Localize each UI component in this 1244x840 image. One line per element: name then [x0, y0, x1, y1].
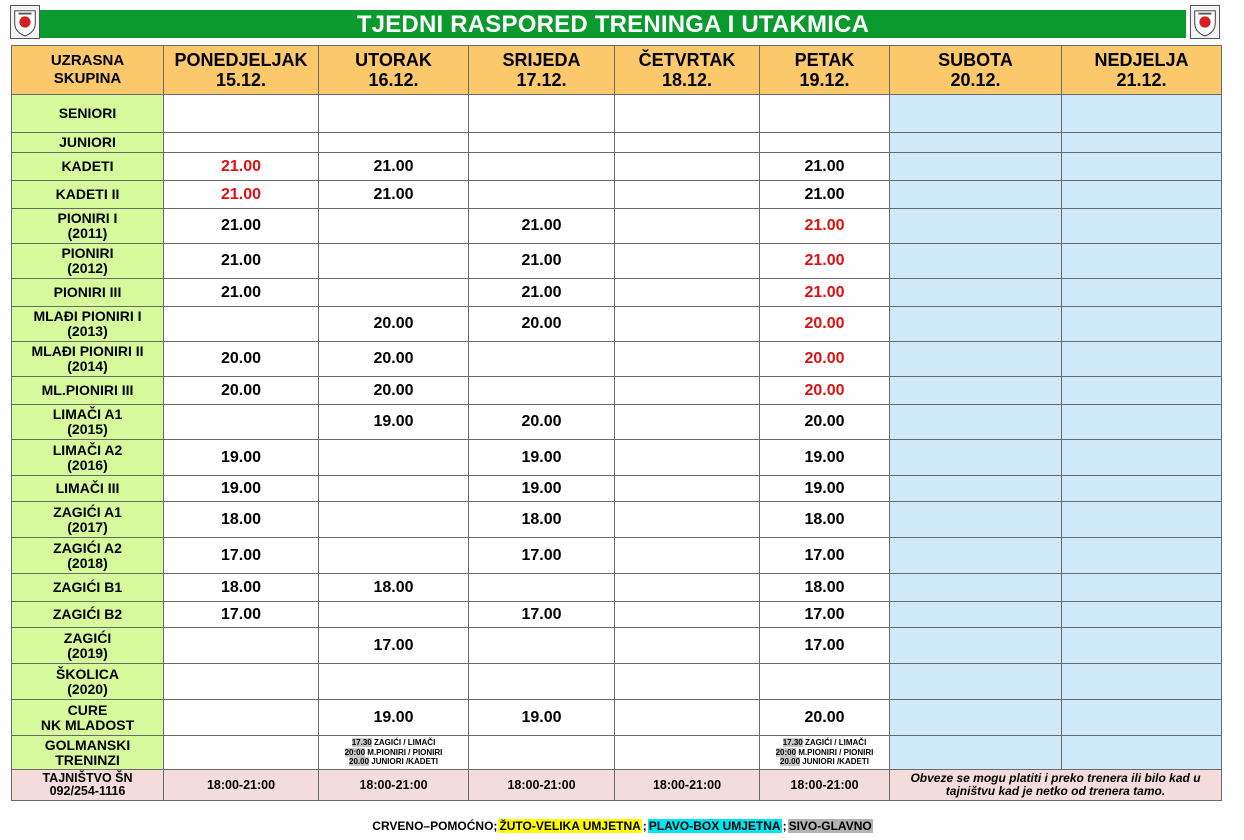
- group-column-header: UZRASNA SKUPINA: [12, 46, 164, 95]
- schedule-cell-weekend: [890, 602, 1062, 628]
- schedule-cell: 17.00: [760, 628, 890, 664]
- schedule-cell: 21.00: [164, 209, 319, 244]
- schedule-cell: [164, 307, 319, 342]
- schedule-cell: [615, 181, 760, 209]
- schedule-cell: [469, 664, 615, 700]
- schedule-cell: [319, 602, 469, 628]
- row-group-label: ML.PIONIRI III: [12, 377, 164, 405]
- office-row: [12, 770, 1222, 801]
- day-header: ČETVRTAK 18.12.: [615, 46, 760, 95]
- table-row: [12, 502, 1222, 538]
- schedule-cell-weekend: [1062, 602, 1222, 628]
- schedule-cell: [615, 502, 760, 538]
- schedule-cell-weekend: [1062, 574, 1222, 602]
- goalkeeper-row: [12, 736, 1222, 770]
- schedule-cell: [469, 95, 615, 133]
- schedule-cell: [615, 405, 760, 440]
- schedule-cell-weekend: [890, 538, 1062, 574]
- table-row: [12, 602, 1222, 628]
- schedule-cell-weekend: [890, 405, 1062, 440]
- schedule-cell-weekend: [890, 440, 1062, 476]
- schedule-cell-weekend: [1062, 279, 1222, 307]
- office-hours-cell: 18:00-21:00: [164, 770, 319, 801]
- table-row: [12, 181, 1222, 209]
- schedule-cell: [319, 476, 469, 502]
- schedule-cell: [615, 736, 760, 770]
- schedule-cell: 20.00: [760, 307, 890, 342]
- schedule-cell: [615, 307, 760, 342]
- schedule-cell: [760, 133, 890, 153]
- schedule-cell: [469, 181, 615, 209]
- schedule-cell: 21.00: [164, 279, 319, 307]
- schedule-cell-weekend: [890, 244, 1062, 279]
- schedule-cell-weekend: [890, 342, 1062, 377]
- schedule-cell: [164, 95, 319, 133]
- schedule-cell: 21.00: [469, 244, 615, 279]
- schedule-cell: 21.00: [164, 181, 319, 209]
- schedule-cell: [469, 342, 615, 377]
- schedule-cell-weekend: [890, 95, 1062, 133]
- table-row: [12, 279, 1222, 307]
- table-row: [12, 133, 1222, 153]
- schedule-cell-weekend: [1062, 209, 1222, 244]
- schedule-cell: 21.00: [760, 153, 890, 181]
- schedule-cell: 20.00: [319, 307, 469, 342]
- schedule-cell: [615, 574, 760, 602]
- payment-note: Obveze se mogu platiti i preko trenera ili bilo kad u tajništvu kad je netko od trenera tamo.: [890, 770, 1222, 801]
- row-group-label: GOLMANSKI TRENINZI: [12, 736, 164, 770]
- schedule-body: [12, 95, 1222, 801]
- schedule-cell: 20.00: [760, 342, 890, 377]
- schedule-cell: [615, 244, 760, 279]
- schedule-cell: 21.00: [760, 209, 890, 244]
- schedule-cell: 20.00: [164, 377, 319, 405]
- schedule-cell: 17.00: [164, 538, 319, 574]
- row-group-label: LIMAČI A2 (2016): [12, 440, 164, 476]
- schedule-cell: 21.00: [469, 209, 615, 244]
- schedule-cell-weekend: [890, 700, 1062, 736]
- schedule-cell: 17.00: [469, 602, 615, 628]
- schedule-cell: 18.00: [469, 502, 615, 538]
- legend-grey: SIVO-GLAVNO: [788, 819, 872, 833]
- schedule-cell: [615, 628, 760, 664]
- goalkeeper-cell-tue: 17.30 ZAGIĆI / LIMAČI 20:00 M.PIONIRI / PIONIRI 20.00 JUNIORI /KADETI: [319, 736, 469, 770]
- schedule-cell: [615, 664, 760, 700]
- schedule-cell-weekend: [890, 736, 1062, 770]
- schedule-cell: [469, 628, 615, 664]
- schedule-cell: [319, 209, 469, 244]
- schedule-cell: [164, 736, 319, 770]
- schedule-cell: [319, 664, 469, 700]
- schedule-cell: 20.00: [760, 700, 890, 736]
- schedule-cell-weekend: [1062, 628, 1222, 664]
- row-group-label: MLAĐI PIONIRI II (2014): [12, 342, 164, 377]
- schedule-cell: 20.00: [319, 377, 469, 405]
- legend-red: CRVENO–POMOĆNO;: [372, 819, 498, 833]
- schedule-cell-weekend: [890, 307, 1062, 342]
- schedule-cell-weekend: [890, 133, 1062, 153]
- schedule-cell-weekend: [1062, 405, 1222, 440]
- schedule-cell: [319, 133, 469, 153]
- schedule-cell: [615, 95, 760, 133]
- schedule-cell: 21.00: [760, 244, 890, 279]
- schedule-cell-weekend: [1062, 664, 1222, 700]
- schedule-cell-weekend: [890, 476, 1062, 502]
- table-row: [12, 476, 1222, 502]
- schedule-cell: [164, 700, 319, 736]
- table-row: [12, 440, 1222, 476]
- schedule-cell-weekend: [890, 209, 1062, 244]
- schedule-cell-weekend: [1062, 736, 1222, 770]
- schedule-cell-weekend: [1062, 700, 1222, 736]
- schedule-cell: [164, 664, 319, 700]
- schedule-cell: [164, 405, 319, 440]
- club-crest-icon: [1190, 5, 1220, 39]
- schedule-cell: [469, 377, 615, 405]
- schedule-cell-weekend: [1062, 440, 1222, 476]
- table-row: [12, 574, 1222, 602]
- row-group-label: PIONIRI (2012): [12, 244, 164, 279]
- schedule-cell: [469, 153, 615, 181]
- schedule-cell: 20.00: [760, 405, 890, 440]
- schedule-cell: 18.00: [760, 502, 890, 538]
- schedule-cell: [469, 574, 615, 602]
- schedule-cell-weekend: [890, 181, 1062, 209]
- schedule-cell: 17.00: [760, 538, 890, 574]
- schedule-cell: 17.00: [469, 538, 615, 574]
- schedule-cell: [319, 95, 469, 133]
- schedule-cell: 20.00: [469, 307, 615, 342]
- schedule-cell-weekend: [1062, 153, 1222, 181]
- schedule-cell: [615, 342, 760, 377]
- page-title: TJEDNI RASPORED TRENINGA I UTAKMICA: [40, 10, 1186, 38]
- schedule-cell: 19.00: [469, 700, 615, 736]
- schedule-cell: [760, 95, 890, 133]
- schedule-cell: 19.00: [469, 440, 615, 476]
- schedule-cell: 18.00: [760, 574, 890, 602]
- row-group-label: ZAGIĆI (2019): [12, 628, 164, 664]
- schedule-cell-weekend: [890, 574, 1062, 602]
- schedule-cell: 17.00: [164, 602, 319, 628]
- schedule-cell: 21.00: [319, 153, 469, 181]
- schedule-cell: 17.00: [319, 628, 469, 664]
- row-group-label: ZAGIĆI B2: [12, 602, 164, 628]
- schedule-cell-weekend: [890, 628, 1062, 664]
- schedule-cell-weekend: [1062, 133, 1222, 153]
- schedule-cell: [615, 133, 760, 153]
- row-group-label: KADETI II: [12, 181, 164, 209]
- row-group-label: SENIORI: [12, 95, 164, 133]
- schedule-cell: [469, 736, 615, 770]
- table-row: [12, 209, 1222, 244]
- day-header: PETAK 19.12.: [760, 46, 890, 95]
- schedule-cell: 19.00: [760, 476, 890, 502]
- schedule-cell: 18.00: [164, 502, 319, 538]
- header-row: [12, 46, 1222, 95]
- schedule-cell-weekend: [1062, 307, 1222, 342]
- schedule-cell: 21.00: [319, 181, 469, 209]
- table-row: [12, 628, 1222, 664]
- row-group-label: ZAGIĆI A1 (2017): [12, 502, 164, 538]
- schedule-cell: 20.00: [319, 342, 469, 377]
- schedule-cell: 21.00: [760, 279, 890, 307]
- schedule-cell: [164, 133, 319, 153]
- schedule-cell: 20.00: [164, 342, 319, 377]
- schedule-cell: 21.00: [164, 153, 319, 181]
- schedule-cell-weekend: [1062, 95, 1222, 133]
- legend-sep: ;: [642, 819, 647, 833]
- office-hours-cell: 18:00-21:00: [319, 770, 469, 801]
- table-row: [12, 377, 1222, 405]
- schedule-cell-weekend: [890, 377, 1062, 405]
- schedule-cell: [760, 664, 890, 700]
- schedule-cell: [319, 279, 469, 307]
- row-group-label: LIMAČI A1 (2015): [12, 405, 164, 440]
- schedule-cell: [615, 209, 760, 244]
- row-group-label: KADETI: [12, 153, 164, 181]
- table-row: [12, 307, 1222, 342]
- schedule-cell: [615, 602, 760, 628]
- table-row: [12, 538, 1222, 574]
- schedule-cell-weekend: [1062, 538, 1222, 574]
- row-group-label: ŠKOLICA (2020): [12, 664, 164, 700]
- schedule-cell-weekend: [1062, 476, 1222, 502]
- office-hours-cell: 18:00-21:00: [469, 770, 615, 801]
- schedule-cell: 19.00: [319, 700, 469, 736]
- schedule-cell: 21.00: [164, 244, 319, 279]
- schedule-cell: 18.00: [164, 574, 319, 602]
- schedule-cell: 17.00: [760, 602, 890, 628]
- office-hours-cell: 18:00-21:00: [615, 770, 760, 801]
- schedule-cell-weekend: [890, 664, 1062, 700]
- row-group-label: ZAGIĆI B1: [12, 574, 164, 602]
- day-header: NEDJELJA 21.12.: [1062, 46, 1222, 95]
- row-group-label: JUNIORI: [12, 133, 164, 153]
- color-legend: [0, 819, 1244, 833]
- table-row: [12, 95, 1222, 133]
- schedule-cell: [615, 440, 760, 476]
- row-group-label: ZAGIĆI A2 (2018): [12, 538, 164, 574]
- schedule-cell-weekend: [1062, 181, 1222, 209]
- schedule-cell: [615, 538, 760, 574]
- schedule-cell-weekend: [1062, 342, 1222, 377]
- schedule-cell: 19.00: [164, 476, 319, 502]
- schedule-cell-weekend: [1062, 377, 1222, 405]
- goalkeeper-cell-fri: 17.30 ZAGIĆI / LIMAČI 20:00 M.PIONIRI / PIONIRI 20.00 JUNIORI /KADETI: [760, 736, 890, 770]
- schedule-cell-weekend: [1062, 244, 1222, 279]
- table-row: [12, 244, 1222, 279]
- schedule-cell: [469, 133, 615, 153]
- schedule-cell-weekend: [890, 502, 1062, 538]
- schedule-cell: [164, 628, 319, 664]
- table-row: [12, 700, 1222, 736]
- legend-blue: PLAVO-BOX UMJETNA: [648, 819, 781, 833]
- day-header: SRIJEDA 17.12.: [469, 46, 615, 95]
- row-group-label: PIONIRI I (2011): [12, 209, 164, 244]
- day-header: UTORAK 16.12.: [319, 46, 469, 95]
- legend-sep: ;: [782, 819, 787, 833]
- schedule-cell: 21.00: [760, 181, 890, 209]
- row-group-label: TAJNIŠTVO ŠN 092/254-1116: [12, 770, 164, 801]
- schedule-cell: 21.00: [469, 279, 615, 307]
- schedule-cell: [615, 377, 760, 405]
- schedule-cell: 20.00: [469, 405, 615, 440]
- schedule-cell: 19.00: [469, 476, 615, 502]
- schedule-cell: 19.00: [760, 440, 890, 476]
- table-row: [12, 342, 1222, 377]
- office-hours-cell: 18:00-21:00: [760, 770, 890, 801]
- schedule-cell-weekend: [890, 153, 1062, 181]
- schedule-cell: [319, 244, 469, 279]
- schedule-cell: [615, 476, 760, 502]
- schedule-cell: [615, 279, 760, 307]
- schedule-cell-weekend: [890, 279, 1062, 307]
- day-header: SUBOTA 20.12.: [890, 46, 1062, 95]
- schedule-cell: 18.00: [319, 574, 469, 602]
- schedule-cell: [615, 700, 760, 736]
- row-group-label: LIMAČI III: [12, 476, 164, 502]
- row-group-label: PIONIRI III: [12, 279, 164, 307]
- table-row: [12, 153, 1222, 181]
- schedule-cell: [319, 440, 469, 476]
- legend-yellow: ŽUTO-VELIKA UMJETNA: [499, 819, 641, 833]
- row-group-label: MLAĐI PIONIRI I (2013): [12, 307, 164, 342]
- schedule-cell-weekend: [1062, 502, 1222, 538]
- day-header: PONEDJELJAK 15.12.: [164, 46, 319, 95]
- schedule-cell: 19.00: [164, 440, 319, 476]
- row-group-label: CURE NK MLADOST: [12, 700, 164, 736]
- schedule-cell: 20.00: [760, 377, 890, 405]
- table-row: [12, 405, 1222, 440]
- club-crest-icon: [10, 5, 40, 39]
- schedule-cell: [319, 538, 469, 574]
- schedule-table: [11, 45, 1222, 801]
- schedule-cell: [615, 153, 760, 181]
- schedule-cell: [319, 502, 469, 538]
- table-row: [12, 664, 1222, 700]
- schedule-cell: 19.00: [319, 405, 469, 440]
